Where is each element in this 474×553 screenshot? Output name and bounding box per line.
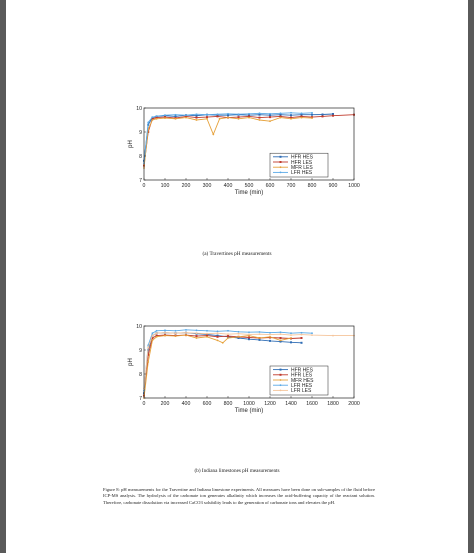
data-point xyxy=(175,118,177,120)
data-point xyxy=(290,112,292,114)
data-point xyxy=(152,119,154,121)
y-tick-label: 7 xyxy=(139,395,142,402)
x-tick-label: 400 xyxy=(223,183,233,189)
data-point xyxy=(248,113,250,115)
y-tick-label: 10 xyxy=(136,105,142,112)
x-tick-label: 0 xyxy=(142,401,146,407)
data-point xyxy=(259,117,261,119)
data-point xyxy=(227,113,229,115)
legend-swatch-marker xyxy=(280,369,282,371)
legend-swatch-marker xyxy=(280,161,282,163)
data-point xyxy=(217,115,219,117)
y-axis-label: pH xyxy=(128,358,134,366)
chart-travertines-ph xyxy=(114,102,366,202)
data-point xyxy=(164,335,166,337)
data-point xyxy=(301,332,303,334)
legend-entry-1: HFR LES xyxy=(291,159,313,166)
data-point xyxy=(152,335,154,337)
legend-swatch-marker xyxy=(280,156,282,158)
data-point xyxy=(290,114,292,116)
data-point xyxy=(227,335,229,337)
data-point xyxy=(280,337,282,339)
data-point xyxy=(227,337,229,339)
y-tick-label: 9 xyxy=(139,347,142,354)
document-page xyxy=(6,0,468,553)
chart-indiana-ph xyxy=(114,320,366,420)
data-point xyxy=(280,117,282,119)
y-tick-label: 10 xyxy=(136,323,142,330)
data-point xyxy=(311,334,313,336)
data-point xyxy=(175,114,177,116)
data-point xyxy=(196,119,198,121)
data-point xyxy=(290,337,292,339)
data-point xyxy=(222,342,224,344)
x-tick-label: 0 xyxy=(142,183,146,189)
x-tick-label: 600 xyxy=(202,401,212,407)
data-point xyxy=(175,330,177,332)
data-point xyxy=(259,337,261,339)
data-point xyxy=(217,332,219,334)
x-tick-label: 1000 xyxy=(243,401,255,407)
data-point xyxy=(185,332,187,334)
data-point xyxy=(156,118,158,120)
data-point xyxy=(196,329,198,331)
data-point xyxy=(301,337,303,339)
data-point xyxy=(164,332,166,334)
data-point xyxy=(269,332,271,334)
data-point xyxy=(311,112,313,114)
x-tick-label: 1800 xyxy=(327,401,339,407)
data-point xyxy=(206,118,208,120)
data-point xyxy=(290,334,292,336)
legend-entry-3: LFR HES xyxy=(291,170,313,177)
legend-entry-4: LFR LES xyxy=(291,388,312,395)
data-point xyxy=(206,336,208,338)
legend-entry-2: MFR LES xyxy=(291,165,313,171)
data-point xyxy=(156,336,158,338)
data-point xyxy=(164,117,166,119)
data-point xyxy=(217,340,219,342)
data-point xyxy=(248,337,250,339)
data-point xyxy=(269,334,271,336)
data-point xyxy=(185,329,187,331)
data-point xyxy=(152,116,154,118)
x-tick-label: 300 xyxy=(202,183,212,189)
data-point xyxy=(269,340,271,342)
data-point xyxy=(219,118,221,120)
data-point xyxy=(156,332,158,334)
data-point xyxy=(248,331,250,333)
data-point xyxy=(248,117,250,119)
data-point xyxy=(259,333,261,335)
series-line-2 xyxy=(144,335,291,398)
data-point xyxy=(196,332,198,334)
data-point xyxy=(147,122,149,124)
legend-swatch-marker xyxy=(280,384,282,386)
data-point xyxy=(238,336,240,338)
data-point xyxy=(206,333,208,335)
data-point xyxy=(322,113,324,115)
data-point xyxy=(147,347,149,349)
data-point xyxy=(269,116,271,118)
data-point xyxy=(238,333,240,335)
data-point xyxy=(164,114,166,116)
data-point xyxy=(217,330,219,332)
data-point xyxy=(259,119,261,121)
y-tick-label: 9 xyxy=(139,129,142,136)
data-point xyxy=(152,340,154,342)
data-point xyxy=(238,116,240,118)
data-point xyxy=(147,361,149,363)
data-point xyxy=(196,113,198,115)
data-point xyxy=(152,332,154,334)
data-point xyxy=(185,334,187,336)
y-tick-label: 8 xyxy=(139,153,142,160)
x-tick-label: 1600 xyxy=(306,401,318,407)
data-point xyxy=(259,331,261,333)
data-point xyxy=(259,339,261,341)
x-tick-label: 900 xyxy=(328,183,338,189)
x-axis-label: Time (min) xyxy=(234,408,264,414)
legend-entry-2: MFR HES xyxy=(291,377,314,384)
data-point xyxy=(290,332,292,334)
legend-entry-1: HFR LES xyxy=(291,372,313,379)
data-point xyxy=(156,115,158,117)
x-tick-label: 600 xyxy=(265,183,275,189)
data-point xyxy=(196,117,198,119)
data-point xyxy=(238,331,240,333)
data-point xyxy=(301,342,303,344)
x-tick-label: 800 xyxy=(223,401,233,407)
x-tick-label: 700 xyxy=(286,183,296,189)
data-point xyxy=(206,116,208,118)
data-point xyxy=(156,330,158,332)
y-axis-label: pH xyxy=(128,140,134,148)
y-tick-label: 7 xyxy=(139,177,142,184)
x-tick-label: 1200 xyxy=(264,401,276,407)
data-point xyxy=(311,332,313,334)
data-point xyxy=(196,337,198,339)
x-tick-label: 200 xyxy=(160,401,170,407)
legend-swatch-marker xyxy=(280,166,282,168)
data-point xyxy=(175,332,177,334)
data-point xyxy=(206,330,208,332)
legend-swatch-marker xyxy=(280,379,282,381)
data-point xyxy=(269,113,271,115)
x-tick-label: 2000 xyxy=(348,401,360,407)
data-point xyxy=(301,112,303,114)
data-point xyxy=(238,113,240,115)
data-point xyxy=(227,333,229,335)
data-point xyxy=(322,115,324,117)
data-point xyxy=(280,331,282,333)
data-point xyxy=(185,114,187,116)
x-tick-label: 1000 xyxy=(348,183,360,189)
subcaption-b: (b) Indiana limestones pH measurements xyxy=(194,468,280,474)
x-tick-label: 800 xyxy=(307,183,317,189)
x-tick-label: 100 xyxy=(160,183,170,189)
data-point xyxy=(332,335,334,337)
data-point xyxy=(280,333,282,335)
data-point xyxy=(280,340,282,342)
x-tick-label: 200 xyxy=(181,183,191,189)
data-point xyxy=(290,341,292,343)
legend-entry-3: LFR HES xyxy=(291,383,313,389)
data-point xyxy=(227,330,229,332)
data-point xyxy=(301,334,303,336)
data-point xyxy=(332,115,334,117)
legend-entry-0: HFR HES xyxy=(291,367,313,374)
data-point xyxy=(227,117,229,119)
x-tick-label: 400 xyxy=(181,401,191,407)
legend-entry-0: HFR HES xyxy=(291,154,313,161)
data-point xyxy=(290,118,292,120)
legend-swatch-marker xyxy=(280,172,282,174)
data-point xyxy=(206,114,208,116)
x-axis-label: Time (min) xyxy=(234,190,264,196)
data-point xyxy=(212,134,214,136)
subcaption-a: (a) Travertines pH measurements xyxy=(202,251,272,257)
x-tick-label: 1400 xyxy=(285,401,297,407)
data-point xyxy=(238,118,240,120)
data-point xyxy=(248,334,250,336)
y-tick-label: 8 xyxy=(139,371,142,378)
figure-caption: Figure 8: pH measurements for the Travertine and Indiana limestone experiments. All measures have been done on sub-samples of the fluid before ICP-MS analysis. The hydrolysis of the carbonate ion generates alkalinity which increases the acid-buffering capacity of the reactant solution. Therefore, carbonate dissolution via increased CaCO3 solubility leads to the generation of carbonate ions and elevates the pH. xyxy=(103,487,375,505)
data-point xyxy=(269,120,271,122)
x-tick-label: 500 xyxy=(244,183,254,189)
data-point xyxy=(217,113,219,115)
legend-swatch-marker xyxy=(280,390,282,392)
data-point xyxy=(175,335,177,337)
data-point xyxy=(196,335,198,337)
data-point xyxy=(311,114,313,116)
data-point xyxy=(311,117,313,119)
data-point xyxy=(164,329,166,331)
legend-swatch-marker xyxy=(280,374,282,376)
data-point xyxy=(185,117,187,119)
data-point xyxy=(259,112,261,114)
data-point xyxy=(269,336,271,338)
data-point xyxy=(301,117,303,119)
data-point xyxy=(280,112,282,114)
data-point xyxy=(217,336,219,338)
